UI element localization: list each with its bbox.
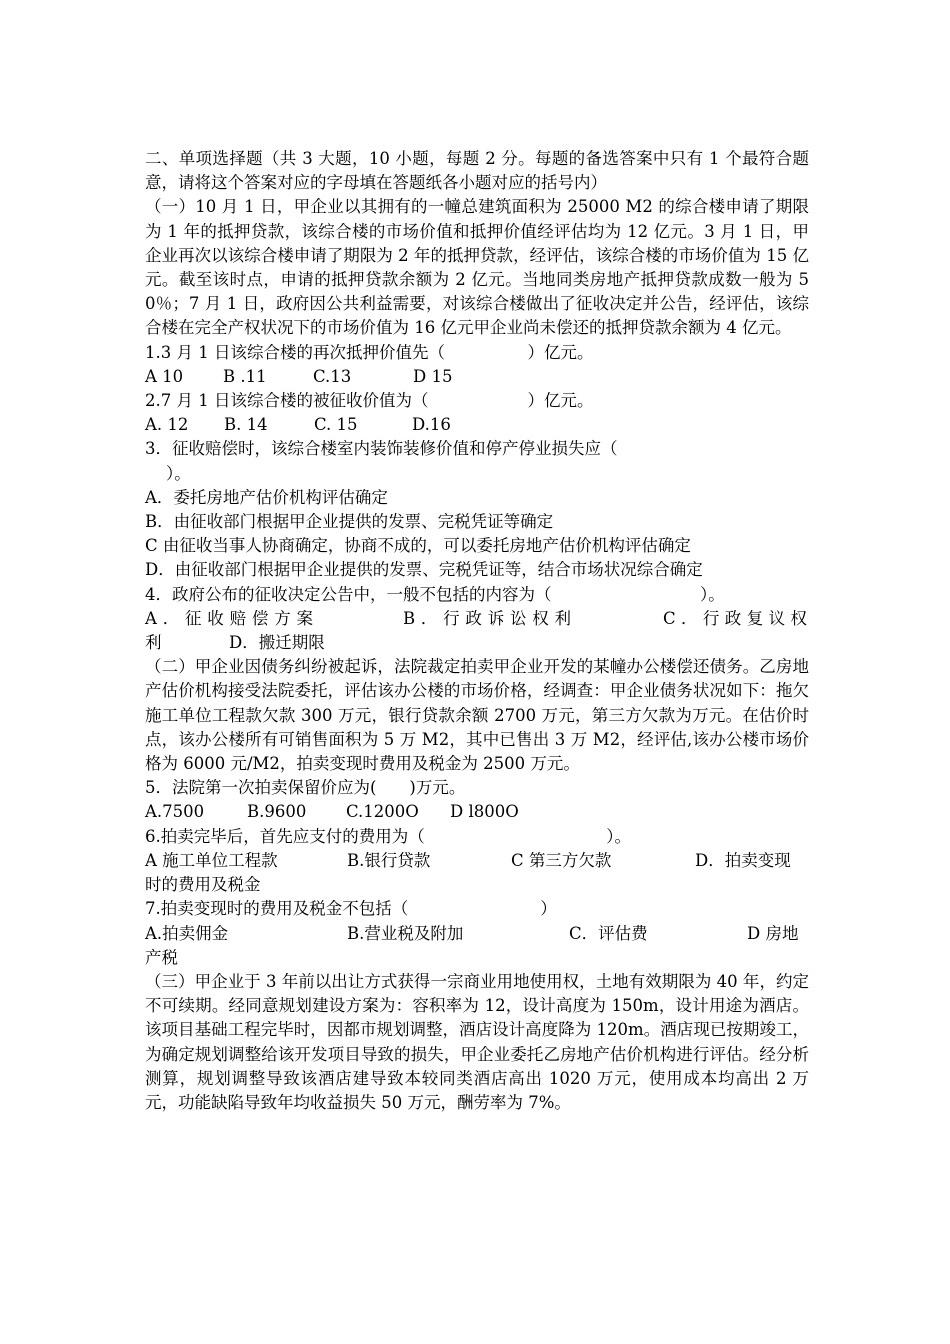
option-a: A 10 bbox=[145, 366, 184, 386]
question-4-stem: 4．政府公布的征收决定公告中，一般不包括的内容为（ ）。 bbox=[145, 584, 725, 604]
case-three-text: （三）甲企业于 3 年前以出让方式获得一宗商业用地使用权，土地有效期限为 40 年，约定不可续期。经同意规划建设方案为：容积率为 12，设计高度为 150m，设计用途为酒店。该项目基础工程完毕时，因都市规划调整，酒店设计高度降为 120m。酒店现已按期竣工，为确定规划调整给该开发项目导致的损失，甲企业委托乙房地产估价机构进行评估。经分析测算，规划调整导致该酒店建导致本较同类酒店高出 1020 万元，使用成本均高出 2 万元，功能缺陷导致年均收益损失 50 万元，酬劳率为 7%。 bbox=[145, 971, 809, 1112]
question-6-stem: 6.拍卖完毕后，首先应支付的费用为（ ）。 bbox=[145, 826, 631, 846]
option-d: D 房地 bbox=[747, 923, 799, 943]
option-a: A. 12 bbox=[145, 415, 189, 435]
question-5-options bbox=[145, 800, 809, 824]
option-d: D.16 bbox=[412, 415, 451, 435]
question-5-stem: 5．法院第一次拍卖保留价应为( )万元。 bbox=[145, 778, 466, 798]
option-a: A.拍卖佣金 bbox=[145, 923, 229, 943]
option-a: A.7500 bbox=[145, 802, 205, 822]
section-heading: 二、单项选择题（共 3 大题，10 小题，每题 2 分。每题的备选答案中只有 1 个最符合题意，请将这个答案对应的字母填在答题纸各小题对应的括号内） bbox=[145, 149, 809, 193]
option-c: C 由征收当事人协商确定，协商不成的，可以委托房地产估价机构评估确定 bbox=[145, 536, 691, 556]
option-b: B．由征收部门根据甲企业提供的发票、完税凭证等确定 bbox=[145, 512, 554, 532]
case-two-text: （二）甲企业因债务纠纷被起诉，法院裁定拍卖甲企业开发的某幢办公楼偿还债务。乙房地产估价机构接受法院委托，评估该办公楼的市场价格，经调查：甲企业债务状况如下：拖欠施工单位工程款欠款 300 万元，银行贷款余额 2700 万元，第三方欠款为万元。在估价时点，该办公楼所有可销售面积为 5 万 M2，其中已售出 3 万 M2，经评估,该办公楼市场价格为 6000 元/M2，拍卖变现时费用及税金为 2500 万元。 bbox=[145, 657, 809, 774]
option-a: A．委托房地产估价机构评估确定 bbox=[145, 487, 388, 507]
option-c: C.1200O bbox=[346, 802, 419, 822]
question-7-stem: 7.拍卖变现时的费用及税金不包括（ ） bbox=[145, 899, 557, 919]
option-d-cont: 产税 bbox=[145, 947, 178, 967]
question-2-options bbox=[145, 413, 809, 437]
option-b: B.银行贷款 bbox=[347, 850, 431, 870]
option-a: A．征收赔偿方案 bbox=[145, 608, 313, 628]
question-1-stem: 1.3 月 1 日该综合楼的再次抵押价值先（ ）亿元。 bbox=[145, 342, 594, 362]
option-a: A 施工单位工程款 bbox=[145, 850, 278, 870]
option-d: D．拍卖变现 bbox=[695, 850, 791, 870]
option-b: B. 14 bbox=[224, 415, 268, 435]
option-d-cont: 时的费用及税金 bbox=[145, 875, 261, 895]
option-c: C．行政复议权 bbox=[663, 608, 807, 628]
question-1-options bbox=[145, 365, 809, 389]
question-2-stem: 2.7 月 1 日该综合楼的被征收价值为（ ）亿元。 bbox=[145, 391, 594, 411]
option-c: C.13 bbox=[313, 366, 352, 386]
question-6-options bbox=[145, 849, 809, 873]
question-3-stem: 3．征收赔偿时，该综合楼室内装饰装修价值和停产停业损失应（ bbox=[145, 439, 618, 459]
question-4-options bbox=[145, 607, 809, 631]
option-d: D 15 bbox=[413, 366, 453, 386]
document-page bbox=[145, 147, 809, 1115]
option-b: B.营业税及附加 bbox=[347, 923, 464, 943]
question-3-stem-cont: ）。 bbox=[166, 463, 191, 483]
option-d: D．由征收部门根据甲企业提供的发票、完税凭证等，结合市场状况综合确定 bbox=[145, 560, 703, 580]
question-7-options bbox=[145, 922, 809, 946]
option-b: B .11 bbox=[223, 366, 267, 386]
question-4-options-cont bbox=[145, 631, 809, 655]
option-b: B.9600 bbox=[247, 802, 307, 822]
option-d: D．搬迁期限 bbox=[229, 633, 325, 653]
option-c: C．评估费 bbox=[569, 923, 648, 943]
option-c-cont: 利 bbox=[145, 633, 162, 653]
case-one-text: （一）10 月 1 日，甲企业以其拥有的一幢总建筑面积为 25000 M2 的综合楼申请了期限为 1 年的抵押贷款，该综合楼的市场价值和抵押价值经评估均为 12 亿元。3 月 1 日，甲企业再次以该综合楼申请了期限为 2 年的抵押贷款，经评估，该综合楼的市场价值为 15 亿元。截至该时点，申请的抵押贷款余额为 2 亿元。当地同类房地产抵押贷款成数一般为 50％；7 月 1 日，政府因公共利益需要，对该综合楼做出了征收决定并公告，经评估，该综合楼在完全产权状况下的市场价值为 16 亿元甲企业尚未偿还的抵押贷款余额为 4 亿元。 bbox=[145, 197, 809, 338]
option-d: D l800O bbox=[450, 802, 519, 822]
option-b: B．行政诉讼权利 bbox=[403, 608, 571, 628]
option-c: C 第三方欠款 bbox=[511, 850, 612, 870]
option-c: C. 15 bbox=[314, 415, 358, 435]
